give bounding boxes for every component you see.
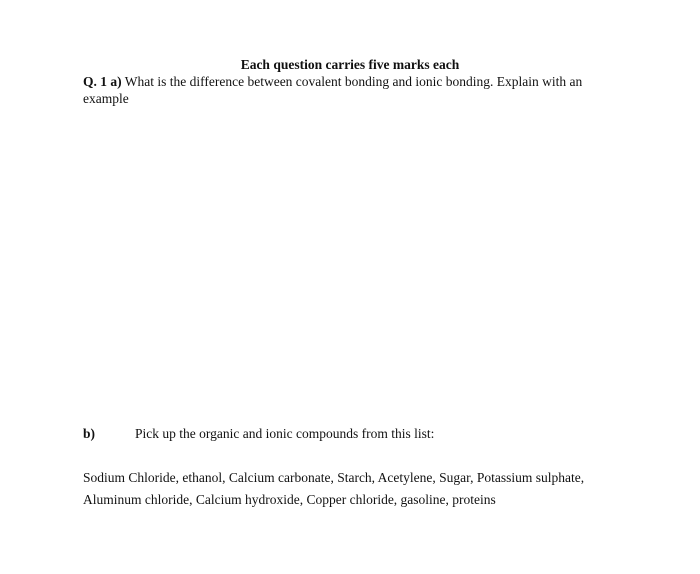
page-heading: Each question carries five marks each <box>240 57 460 72</box>
question-1b-text: Pick up the organic and ionic compounds from this list: <box>135 426 435 441</box>
compounds-list: Sodium Chloride, ethanol, Calcium carbonate, Starch, Acetylene, Sugar, Potassium sulphate, Aluminum chloride, Calcium hydroxide, Copper chloride, gasoline, proteins <box>83 470 585 507</box>
question-1a-text: What is the difference between covalent bonding and ionic bonding. Explain with an example <box>83 74 583 106</box>
question-1a-label: Q. 1 a) <box>83 74 122 89</box>
question-1b-label: b) <box>83 426 96 441</box>
question-1a <box>83 73 603 107</box>
